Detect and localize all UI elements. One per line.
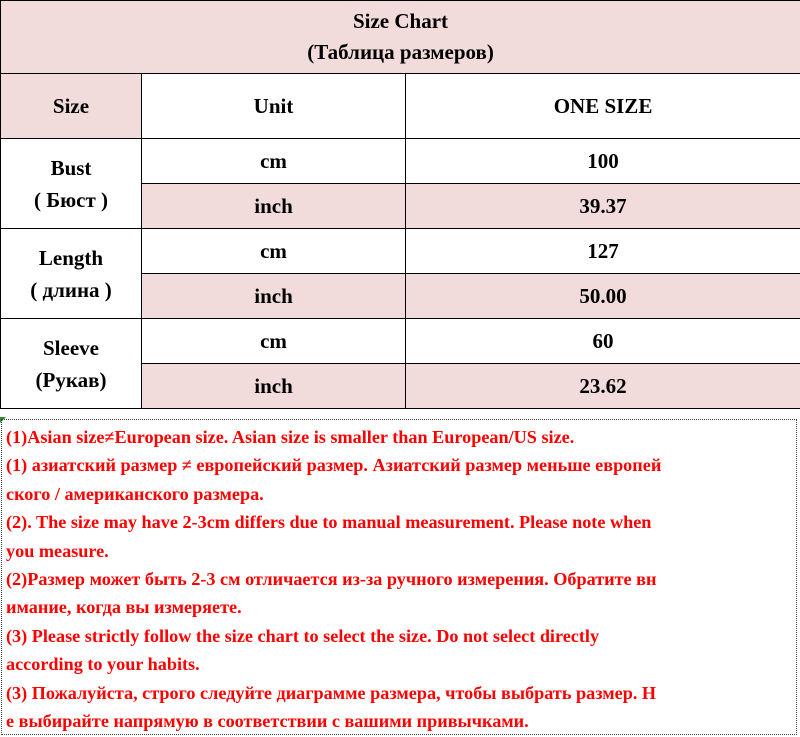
row-label-secondary: ( Бюст ): [33, 187, 109, 212]
note-line: (1) азиатский размер ≠ европейский размер. Азиатский размер меньше европей: [6, 455, 662, 476]
header-one-size: ONE SIZE: [406, 74, 800, 139]
chart-title-line1: Size Chart: [352, 9, 449, 33]
value-cell: 100: [406, 139, 800, 184]
row-label-secondary: ( длина ): [30, 277, 112, 302]
note-line: ского / американского размера.: [6, 483, 264, 504]
note-line: (2). The size may have 2-3cm differs due to manual measurement. Please note when: [6, 512, 652, 533]
row-label-secondary: (Рукав): [35, 367, 107, 392]
table-row-bust-cm: [1, 139, 800, 184]
value-cell: 127: [406, 229, 800, 274]
unit-cell: inch: [142, 274, 406, 319]
note-line: (3) Please strictly follow the size chart to select the size. Do not select directly: [6, 625, 600, 646]
row-label-primary: Length: [38, 245, 104, 270]
notes-box: [1, 419, 797, 735]
header-size: Size: [1, 74, 142, 139]
table-row-length-cm: [1, 229, 800, 274]
note-line: according to your habits.: [6, 654, 200, 675]
unit-cell: inch: [142, 184, 406, 229]
value-cell: 39.37: [406, 184, 800, 229]
header-row: [1, 74, 800, 139]
note-line: (2)Размер может быть 2-3 см отличается из-за ручного измерения. Обратите вн: [6, 569, 657, 590]
row-label-primary: Bust: [50, 155, 92, 180]
chart-title: [1, 1, 800, 74]
value-cell: 23.62: [406, 364, 800, 409]
unit-cell: inch: [142, 364, 406, 409]
row-label-length: [1, 229, 142, 319]
row-label-primary: Sleeve: [43, 335, 99, 360]
value-cell: 50.00: [406, 274, 800, 319]
note-line: you measure.: [6, 540, 109, 561]
row-label-sleeve: [1, 319, 142, 409]
title-row: [1, 1, 800, 74]
note-line: имание, когда вы измеряете.: [6, 597, 242, 618]
unit-cell: cm: [142, 139, 406, 184]
header-unit: Unit: [142, 74, 406, 139]
value-cell: 60: [406, 319, 800, 364]
unit-cell: cm: [142, 319, 406, 364]
unit-cell: cm: [142, 229, 406, 274]
row-label-bust: [1, 139, 142, 229]
note-line: е выбирайте напрямую в соответствии с вашими привычками.: [6, 711, 529, 732]
chart-title-line2: (Таблица размеров): [307, 40, 494, 64]
note-line: (1)Asian size≠European size. Asian size is smaller than European/US size.: [6, 427, 575, 447]
table-row-sleeve-cm: [1, 319, 800, 364]
note-line: (3) Пожалуйста, строго следуйте диаграмме размера, чтобы выбрать размер. Н: [6, 682, 657, 703]
